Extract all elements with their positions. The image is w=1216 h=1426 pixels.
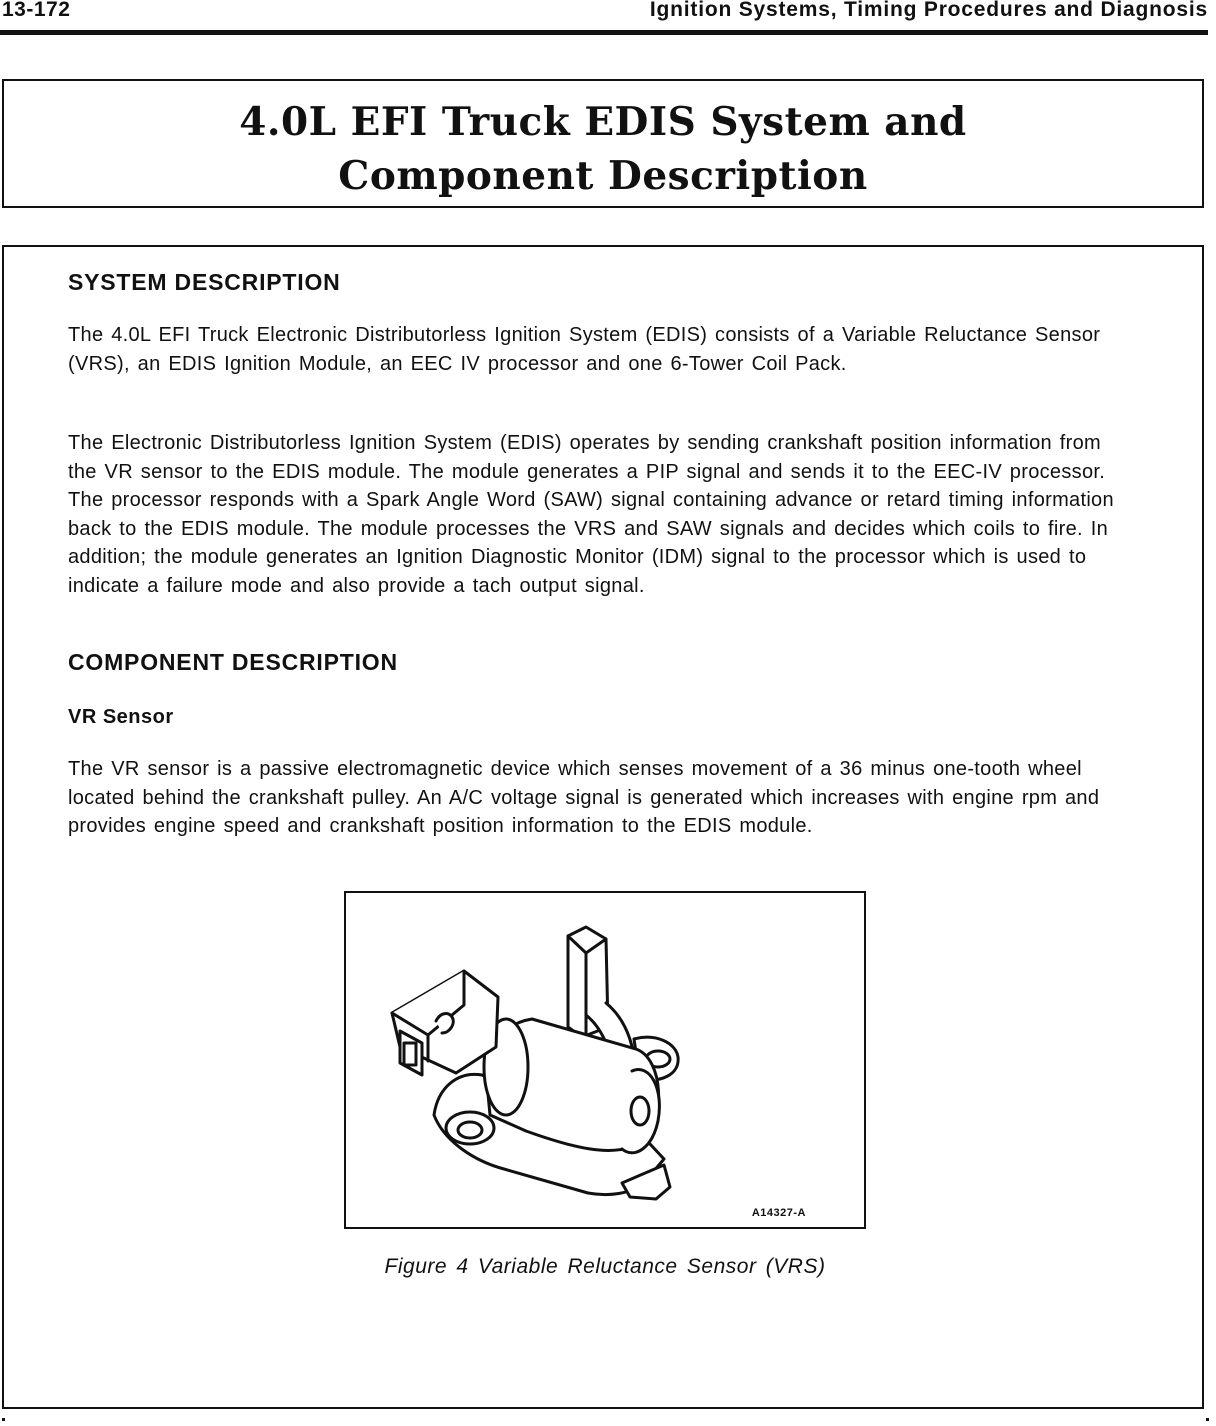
figure-caption: Figure 4 Variable Reluctance Sensor (VRS) bbox=[384, 1255, 826, 1278]
system-description-paragraph-1: The 4.0L EFI Truck Electronic Distributorless Ignition System (EDIS) consists of a Variable Reluctance Sensor (VRS), an EDIS Ignition Module, an EEC IV processor and one 6-Tower Coil Pack. bbox=[68, 324, 1101, 375]
vr-sensor-illustration bbox=[346, 893, 864, 1227]
system-description-heading: SYSTEM DESCRIPTION bbox=[68, 269, 341, 295]
system-description-paragraph-2: The Electronic Distributorless Ignition System (EDIS) operates by sending crankshaft position information from the VR sensor to the EDIS module. The module generates a PIP signal and sends it to the EEC-IV processor. The processor responds with a Spark Angle Word (SAW) signal containing advance or retard timing information back to the EDIS module. The module processes the VRS and SAW signals and decides which coils to fire. In addition; the module generates an Ignition Diagnostic Monitor (IDM) signal to the processor which is used to indicate a failure mode and also provide a tach output signal. bbox=[68, 432, 1114, 597]
bottom-left-mark bbox=[2, 1418, 5, 1421]
page-header bbox=[0, 0, 1216, 40]
title-line-2: Component Description bbox=[338, 153, 868, 199]
header-rule bbox=[0, 30, 1208, 35]
content-box bbox=[2, 245, 1204, 1409]
figure-frame bbox=[344, 891, 866, 1229]
running-head: Ignition Systems, Timing Procedures and Diagnosis bbox=[649, 0, 1208, 21]
page-title bbox=[4, 81, 1202, 203]
page-number: 13-172 bbox=[2, 0, 71, 21]
vr-sensor-subheading: VR Sensor bbox=[68, 706, 174, 728]
vr-sensor-paragraph: The VR sensor is a passive electromagnetic device which senses movement of a 36 minus one-tooth wheel located behind the crankshaft pulley. An A/C voltage signal is generated which increases with engine rpm and provides engine speed and crankshaft position information to the EDIS module. bbox=[68, 758, 1100, 837]
title-box bbox=[2, 79, 1204, 208]
figure-code: A14327-A bbox=[751, 1207, 806, 1219]
bottom-right-mark bbox=[1206, 1418, 1209, 1421]
component-description-heading: COMPONENT DESCRIPTION bbox=[68, 649, 398, 675]
title-line-1: 4.0L EFI Truck EDIS System and bbox=[239, 99, 967, 145]
